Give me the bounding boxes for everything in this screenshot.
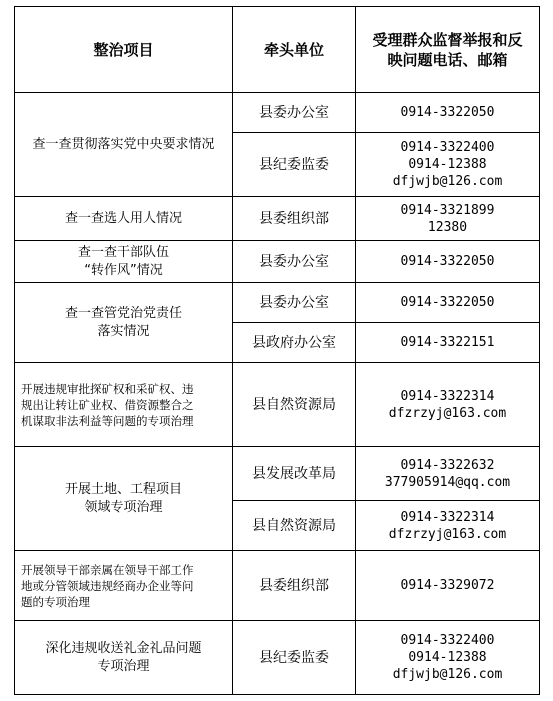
unit-cell: 县委办公室 [233,283,356,323]
header-item: 整治项目 [15,7,233,93]
unit-cell: 县委办公室 [233,241,356,283]
contact-cell [356,93,540,133]
table-row [15,551,540,621]
contact-phone: 0914-3322400 [400,633,495,648]
item-cell [15,447,233,551]
item-text: 机谋取非法利益等问题的专项治理 [21,413,194,428]
item-cell [15,283,233,363]
unit-cell: 县自然资源局 [233,501,356,551]
unit-cell: 县政府办公室 [233,323,356,363]
item-text: “转作风”情况 [84,262,163,278]
table-row [15,93,540,133]
table-row [15,447,540,501]
item-text: 查一查选人用人情况 [64,210,182,226]
contact-phone: 0914-3322050 [400,105,495,120]
contact-email: dfjwjb@126.com [392,667,503,682]
contact-phone: 0914-3329072 [400,578,495,593]
item-cell [15,363,233,447]
contact-phone: 0914-3322314 [400,388,495,404]
item-text: 开展违规审批探矿权和采矿权、违 [21,381,194,396]
table-row [15,197,540,241]
contact-cell [356,363,540,447]
contact-cell [356,241,540,283]
item-text: 地或分管领域违规经商办企业等问 [21,578,194,593]
contact-cell [356,283,540,323]
contact-phone: 0914-3322050 [400,295,495,310]
item-cell [15,621,233,695]
table-header-row [15,7,540,93]
item-text: 开展土地、工程项目 [64,481,182,497]
item-cell [15,241,233,283]
contact-phone: 0914-3322050 [400,254,495,269]
contact-email: dfjwjb@126.com [392,174,503,189]
contact-cell [356,551,540,621]
item-text: 落实情况 [97,323,150,339]
supervision-table [14,6,540,695]
contact-phone: 0914-3322314 [400,509,495,525]
unit-cell: 县自然资源局 [233,363,356,447]
unit-cell: 县委组织部 [233,197,356,241]
contact-cell [356,501,540,551]
item-text: 深化违规收送礼金礼品问题 [45,640,202,656]
contact-cell [356,447,540,501]
item-text: 查一查管党治党责任 [64,305,182,321]
contact-phone: 12380 [427,219,468,235]
contact-phone: 0914-3322400 [400,140,495,155]
item-text: 规出让转让矿业权、借资源整合之 [21,397,194,412]
item-text: 查一查贯彻落实党中央要求情况 [32,136,215,152]
contact-phone: 0914-3321899 [400,202,495,218]
unit-cell: 县发展改革局 [233,447,356,501]
header-unit: 牵头单位 [233,7,356,93]
contact-cell [356,323,540,363]
item-cell [15,93,233,197]
unit-cell: 县纪委监委 [233,133,356,197]
item-text: 专项治理 [97,658,150,674]
item-text: 领域专项治理 [84,499,163,515]
unit-cell: 县委组织部 [233,551,356,621]
table-row [15,283,540,323]
item-cell [15,551,233,621]
table-row [15,621,540,695]
item-cell [15,197,233,241]
item-text: 查一查干部队伍 [77,244,169,260]
contact-email: dfzrzyj@163.com [388,405,507,421]
contact-phone: 0914-3322632 [400,457,495,473]
unit-cell: 县委办公室 [233,93,356,133]
contact-cell [356,197,540,241]
contact-phone: 0914-12388 [408,157,487,172]
table-row [15,241,540,283]
header-contact: 受理群众监督举报和反映问题电话、邮箱 [356,7,540,93]
contact-cell [356,621,540,695]
item-text: 题的专项治理 [21,594,90,609]
contact-email: dfzrzyj@163.com [388,526,507,542]
contact-email: 377905914@qq.com [384,474,511,490]
unit-cell: 县纪委监委 [233,621,356,695]
contact-cell [356,133,540,197]
contact-phone: 0914-3322151 [400,335,495,350]
item-text: 开展领导干部亲属在领导干部工作 [21,562,194,577]
table-row [15,363,540,447]
contact-phone: 0914-12388 [408,650,487,665]
